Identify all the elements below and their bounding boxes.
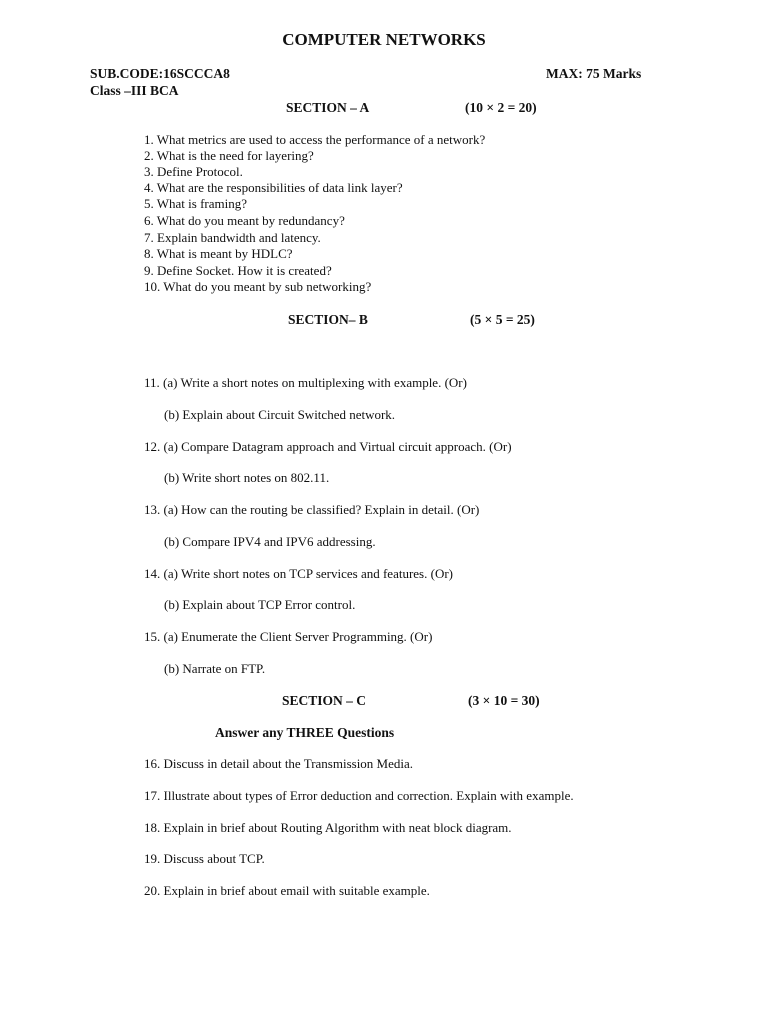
question-13a: 13. (a) How can the routing be classified? Explain in detail. (Or): [144, 502, 480, 517]
section-b-marks: (5 × 5 = 25): [470, 312, 535, 327]
section-c-instruction: Answer any THREE Questions: [215, 725, 395, 740]
max-marks: MAX: 75 Marks: [546, 66, 642, 81]
class-label: Class –III BCA: [90, 83, 179, 98]
question-14b: (b) Explain about TCP Error control.: [164, 597, 356, 612]
question-5: 5. What is framing?: [144, 196, 248, 211]
question-20: 20. Explain in brief about email with suitable example.: [144, 883, 430, 898]
question-9: 9. Define Socket. How it is created?: [144, 263, 332, 278]
question-10: 10. What do you meant by sub networking?: [144, 279, 372, 294]
question-7: 7. Explain bandwidth and latency.: [144, 230, 321, 245]
question-12b: (b) Write short notes on 802.11.: [164, 470, 330, 485]
section-a-marks: (10 × 2 = 20): [465, 100, 537, 115]
question-1: 1. What metrics are used to access the performance of a network?: [144, 132, 486, 147]
question-15a: 15. (a) Enumerate the Client Server Programming. (Or): [144, 629, 433, 644]
question-6: 6. What do you meant by redundancy?: [144, 213, 345, 228]
section-a-heading: SECTION – A: [286, 100, 370, 115]
question-14a: 14. (a) Write short notes on TCP services and features. (Or): [144, 566, 453, 581]
question-11b: (b) Explain about Circuit Switched network.: [164, 407, 396, 422]
section-b-heading: SECTION– B: [288, 312, 368, 327]
subject-code: SUB.CODE:16SCCCA8: [90, 66, 230, 81]
question-11a: 11. (a) Write a short notes on multiplexing with example. (Or): [144, 375, 467, 390]
question-13b: (b) Compare IPV4 and IPV6 addressing.: [164, 534, 376, 549]
question-2: 2. What is the need for layering?: [144, 148, 314, 163]
section-c-heading: SECTION – C: [282, 693, 367, 708]
question-18: 18. Explain in brief about Routing Algorithm with neat block diagram.: [144, 820, 512, 835]
page-title: COMPUTER NETWORKS: [282, 30, 486, 49]
question-12a: 12. (a) Compare Datagram approach and Virtual circuit approach. (Or): [144, 439, 512, 454]
question-3: 3. Define Protocol.: [144, 164, 243, 179]
question-17: 17. Illustrate about types of Error deduction and correction. Explain with example.: [144, 788, 574, 803]
question-15b: (b) Narrate on FTP.: [164, 661, 266, 676]
question-8: 8. What is meant by HDLC?: [144, 246, 293, 261]
question-16: 16. Discuss in detail about the Transmission Media.: [144, 756, 414, 771]
section-c-marks: (3 × 10 = 30): [468, 693, 540, 708]
question-4: 4. What are the responsibilities of data link layer?: [144, 180, 403, 195]
question-19: 19. Discuss about TCP.: [144, 851, 265, 866]
